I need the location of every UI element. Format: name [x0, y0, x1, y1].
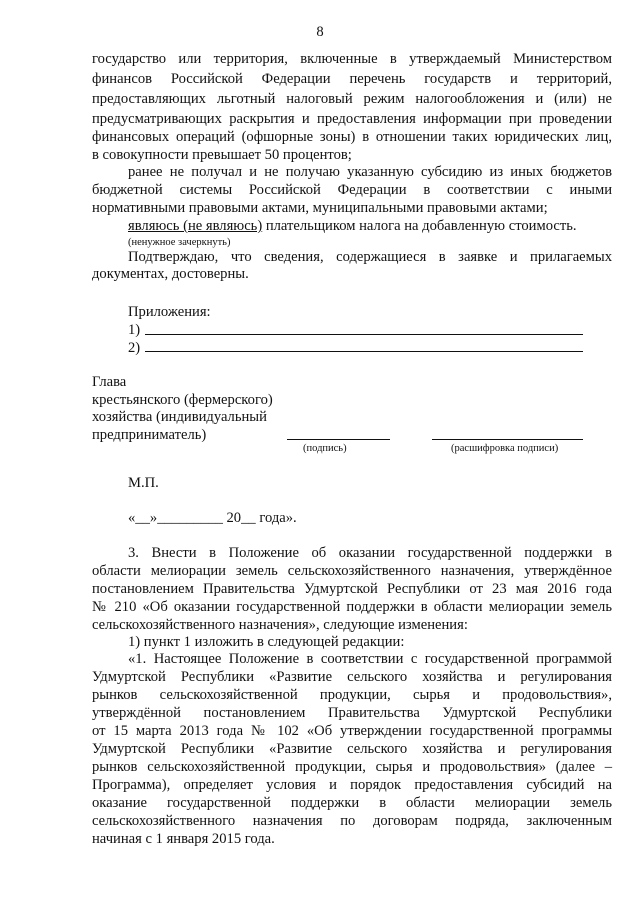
head-title-line: хозяйства (индивидуальный [92, 409, 267, 425]
para2-line: бюджетной системы Российской Федерации в соответствии с иными [92, 182, 612, 198]
para4-line: утверждённой постановлением Правительства Удмуртской Республики [92, 705, 612, 721]
signature-line [287, 439, 390, 440]
head-title-line: предприниматель) [92, 427, 207, 443]
para2-line: ранее не получал и не получаю указанную субсидию из иных бюджетов [128, 164, 612, 180]
vat-line [128, 218, 577, 234]
para4-line: от 15 марта 2013 года № 102 «Об утверждении государственной программы [92, 723, 612, 739]
appendix-item-line [145, 334, 583, 335]
para4-line: «1. Настоящее Положение в соответствии с государственной программой [128, 651, 612, 667]
stamp-label: М.П. [128, 475, 159, 491]
para4-line: рынков сельскохозяйственной продукции, сырья и продовольствия» (далее – [92, 759, 612, 775]
appendix-title: Приложения: [128, 304, 211, 320]
vat-line-rest: плательщиком налога на добавленную стоимость. [262, 218, 577, 234]
para1-line: в совокупности превышает 50 процентов; [92, 147, 352, 163]
signature-caption: (подпись) [303, 443, 347, 454]
confirm-line: документах, достоверны. [92, 266, 249, 282]
para3-line: сельскохозяйственного назначения», следующие изменения: [92, 617, 468, 633]
appendix-item: 2) [128, 340, 141, 356]
para3-line: № 210 «Об оказании государственной поддержки в области мелиорации земель [92, 599, 612, 615]
para4-line: Удмуртской Республики «Развитие сельского хозяйства и регулирования [92, 741, 612, 757]
point1-line: 1) пункт 1 изложить в следующей редакции: [128, 634, 405, 650]
para4-line: Удмуртской Республики «Развитие сельского хозяйства и регулирования [92, 669, 612, 685]
para4-line: рынков сельскохозяйственной продукции, сырья и продовольствия», [92, 687, 612, 703]
para1-line: предусматривающих раскрытия и предоставления информации при проведении [92, 111, 612, 127]
para1-line: предоставляющих льготный налоговый режим налогообложения и (или) не [92, 91, 612, 107]
para4-line: Программа), определяет условия и порядок предоставления субсидий на [92, 777, 612, 793]
signature-decode-line [432, 439, 583, 440]
strike-note: (ненужное зачеркнуть) [128, 237, 231, 248]
para1-line: государство или территория, включенные в утверждаемый Министерством [92, 51, 612, 67]
para4-line: оказание государственной поддержки в области мелиорации земель [92, 795, 612, 811]
page-number: 8 [316, 24, 324, 40]
para4-line: сельскохозяйственного назначения по договорам подряда, заключенным [92, 813, 612, 829]
appendix-item-line [145, 351, 583, 352]
para3-line: постановлением Правительства Удмуртской Республики от 23 мая 2016 года [92, 581, 612, 597]
date-line: «__»_________ 20__ года». [128, 510, 297, 526]
para4-line: начиная с 1 января 2015 года. [92, 831, 275, 847]
confirm-line: Подтверждаю, что сведения, содержащиеся в заявке и прилагаемых [128, 249, 612, 265]
head-title-line: Глава [92, 374, 127, 390]
para3-line: 3. Внести в Положение об оказании государственной поддержки в [128, 545, 612, 561]
para2-line: нормативными правовыми актами, муниципальными правовыми актами; [92, 200, 548, 216]
appendix-item: 1) [128, 322, 141, 338]
para1-line: финансовых операций (офшорные зоны) в отношении таких юридических лиц, [92, 129, 612, 145]
signature-decode-caption: (расшифровка подписи) [451, 443, 559, 454]
vat-option-underlined: являюсь (не являюсь) [128, 218, 263, 234]
para1-line: финансов Российской Федерации перечень государств и территорий, [92, 71, 612, 87]
para3-line: области мелиорации земель сельскохозяйственного назначения, утверждённое [92, 563, 612, 579]
head-title-line: крестьянского (фермерского) [92, 392, 273, 408]
